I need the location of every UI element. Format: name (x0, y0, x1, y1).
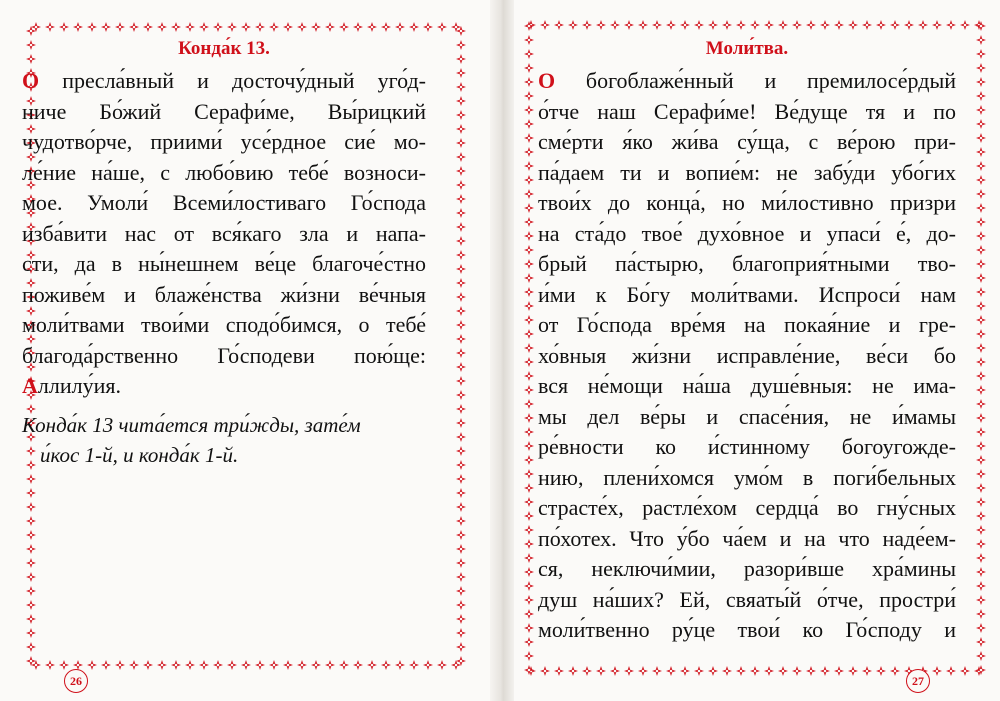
right-page (514, 0, 1000, 701)
page-number: 26 (64, 669, 88, 693)
text-line: моли́твенно ру́це твои́ ко Го́споду и (538, 617, 956, 642)
text-line: моли́твами твои́ми сподо́бимся, о тебе́ (22, 312, 426, 337)
ornament-border-right (454, 20, 468, 672)
text-line: поживе́м и блаже́нства жи́зни ве́чныя (22, 281, 426, 307)
text-line: душ на́ших? Ей, свяаты́й о́тче, простри́ (538, 586, 956, 612)
text-line: страсте́х, растле́хом сердца́ во гну́сных (538, 495, 956, 520)
text-line: сти, да в ны́нешнем ве́це благоче́стно (22, 251, 426, 276)
prayer-text (538, 66, 956, 646)
ornament-border-right (974, 18, 988, 678)
kontakion-text (22, 66, 426, 402)
text-line: сме́рти я́ко жи́ва су́ща, с ве́рою при- (538, 129, 956, 154)
text-line: от Го́спода вре́мя на покая́ние и гре- (538, 312, 956, 337)
dropcap-letter: А (22, 373, 38, 398)
book-spine (490, 0, 514, 701)
text-line: мы дел ве́ры и спасе́ния, не и́мамы (538, 403, 956, 429)
text-line: Аллилу́ия. (22, 373, 121, 398)
dropcap-letter: О (538, 68, 556, 93)
text-line: твои́х до конца́, но ми́лостивно призри (538, 190, 956, 215)
kontakion-title: Конда́к 13. (178, 38, 270, 59)
text-line: па́даем ти и вопие́м: не забу́ди убо́гих (538, 159, 956, 185)
dropcap-letter: О (22, 68, 40, 93)
left-page (0, 0, 490, 701)
text-line: ся, неключи́мии, разори́вше хра́мины (538, 556, 956, 581)
text-line: и́ми к Бо́гу моли́твами. Испроси́ нам (538, 281, 956, 307)
text-line: о́тче наш Серафи́ме! Ве́дуще тя и по (538, 98, 956, 124)
ornament-border-left (522, 18, 536, 678)
ornament-border-bottom (24, 658, 468, 672)
text-line: благода́рственно Го́сподеви пою́ще: (22, 342, 426, 368)
rubric-note (22, 410, 426, 470)
note-line: Конда́к 13 чита́ется три́жды, зате́м (22, 412, 361, 437)
text-line: ре́вности ко и́стинному богоугожде- (538, 434, 956, 459)
text-line: изба́вити нас от вся́каго зла и напа- (22, 220, 426, 246)
note-line: и́кос 1-й, и конда́к 1-й. (40, 442, 239, 467)
page-number: 27 (906, 669, 930, 693)
text-line: вся не́мощи на́ша душе́вныя: не има- (538, 373, 956, 398)
text-line: ле́ние на́ше, с любо́вию тебе́ возноси- (22, 159, 426, 185)
text-line: О богоблаже́нный и премилосе́рдый (538, 68, 956, 93)
prayer-title: Моли́тва. (705, 38, 789, 59)
text-line: ниче Бо́жий Серафи́ме, Вы́рицкий (22, 98, 426, 124)
left-page-content (22, 36, 426, 470)
text-line: брый па́стырю, благоприя́тными тво- (538, 251, 956, 276)
text-line: на ста́до твое́ духо́вное и упаси́ е́, до- (538, 220, 956, 246)
text-line: О преcла́вный и досточу́дный уго́д- (22, 68, 427, 93)
text-line: нию, плени́хомся умо́м в поги́бельных (538, 464, 956, 490)
ornament-border-top (24, 20, 468, 34)
text-line: хо́вныя жи́зни исправле́ние, ве́си бо (538, 342, 956, 368)
text-line: по́хотех. Что у́бо ча́ем и на что наде́ем- (538, 525, 956, 551)
text-line: чудотво́рче, приими́ усе́рдное сие́ мо- (22, 129, 426, 154)
right-page-content (538, 36, 956, 646)
text-line: мое. Умоли́ Всеми́лостиваго Го́спода (22, 190, 426, 215)
ornament-border-top (522, 18, 988, 32)
